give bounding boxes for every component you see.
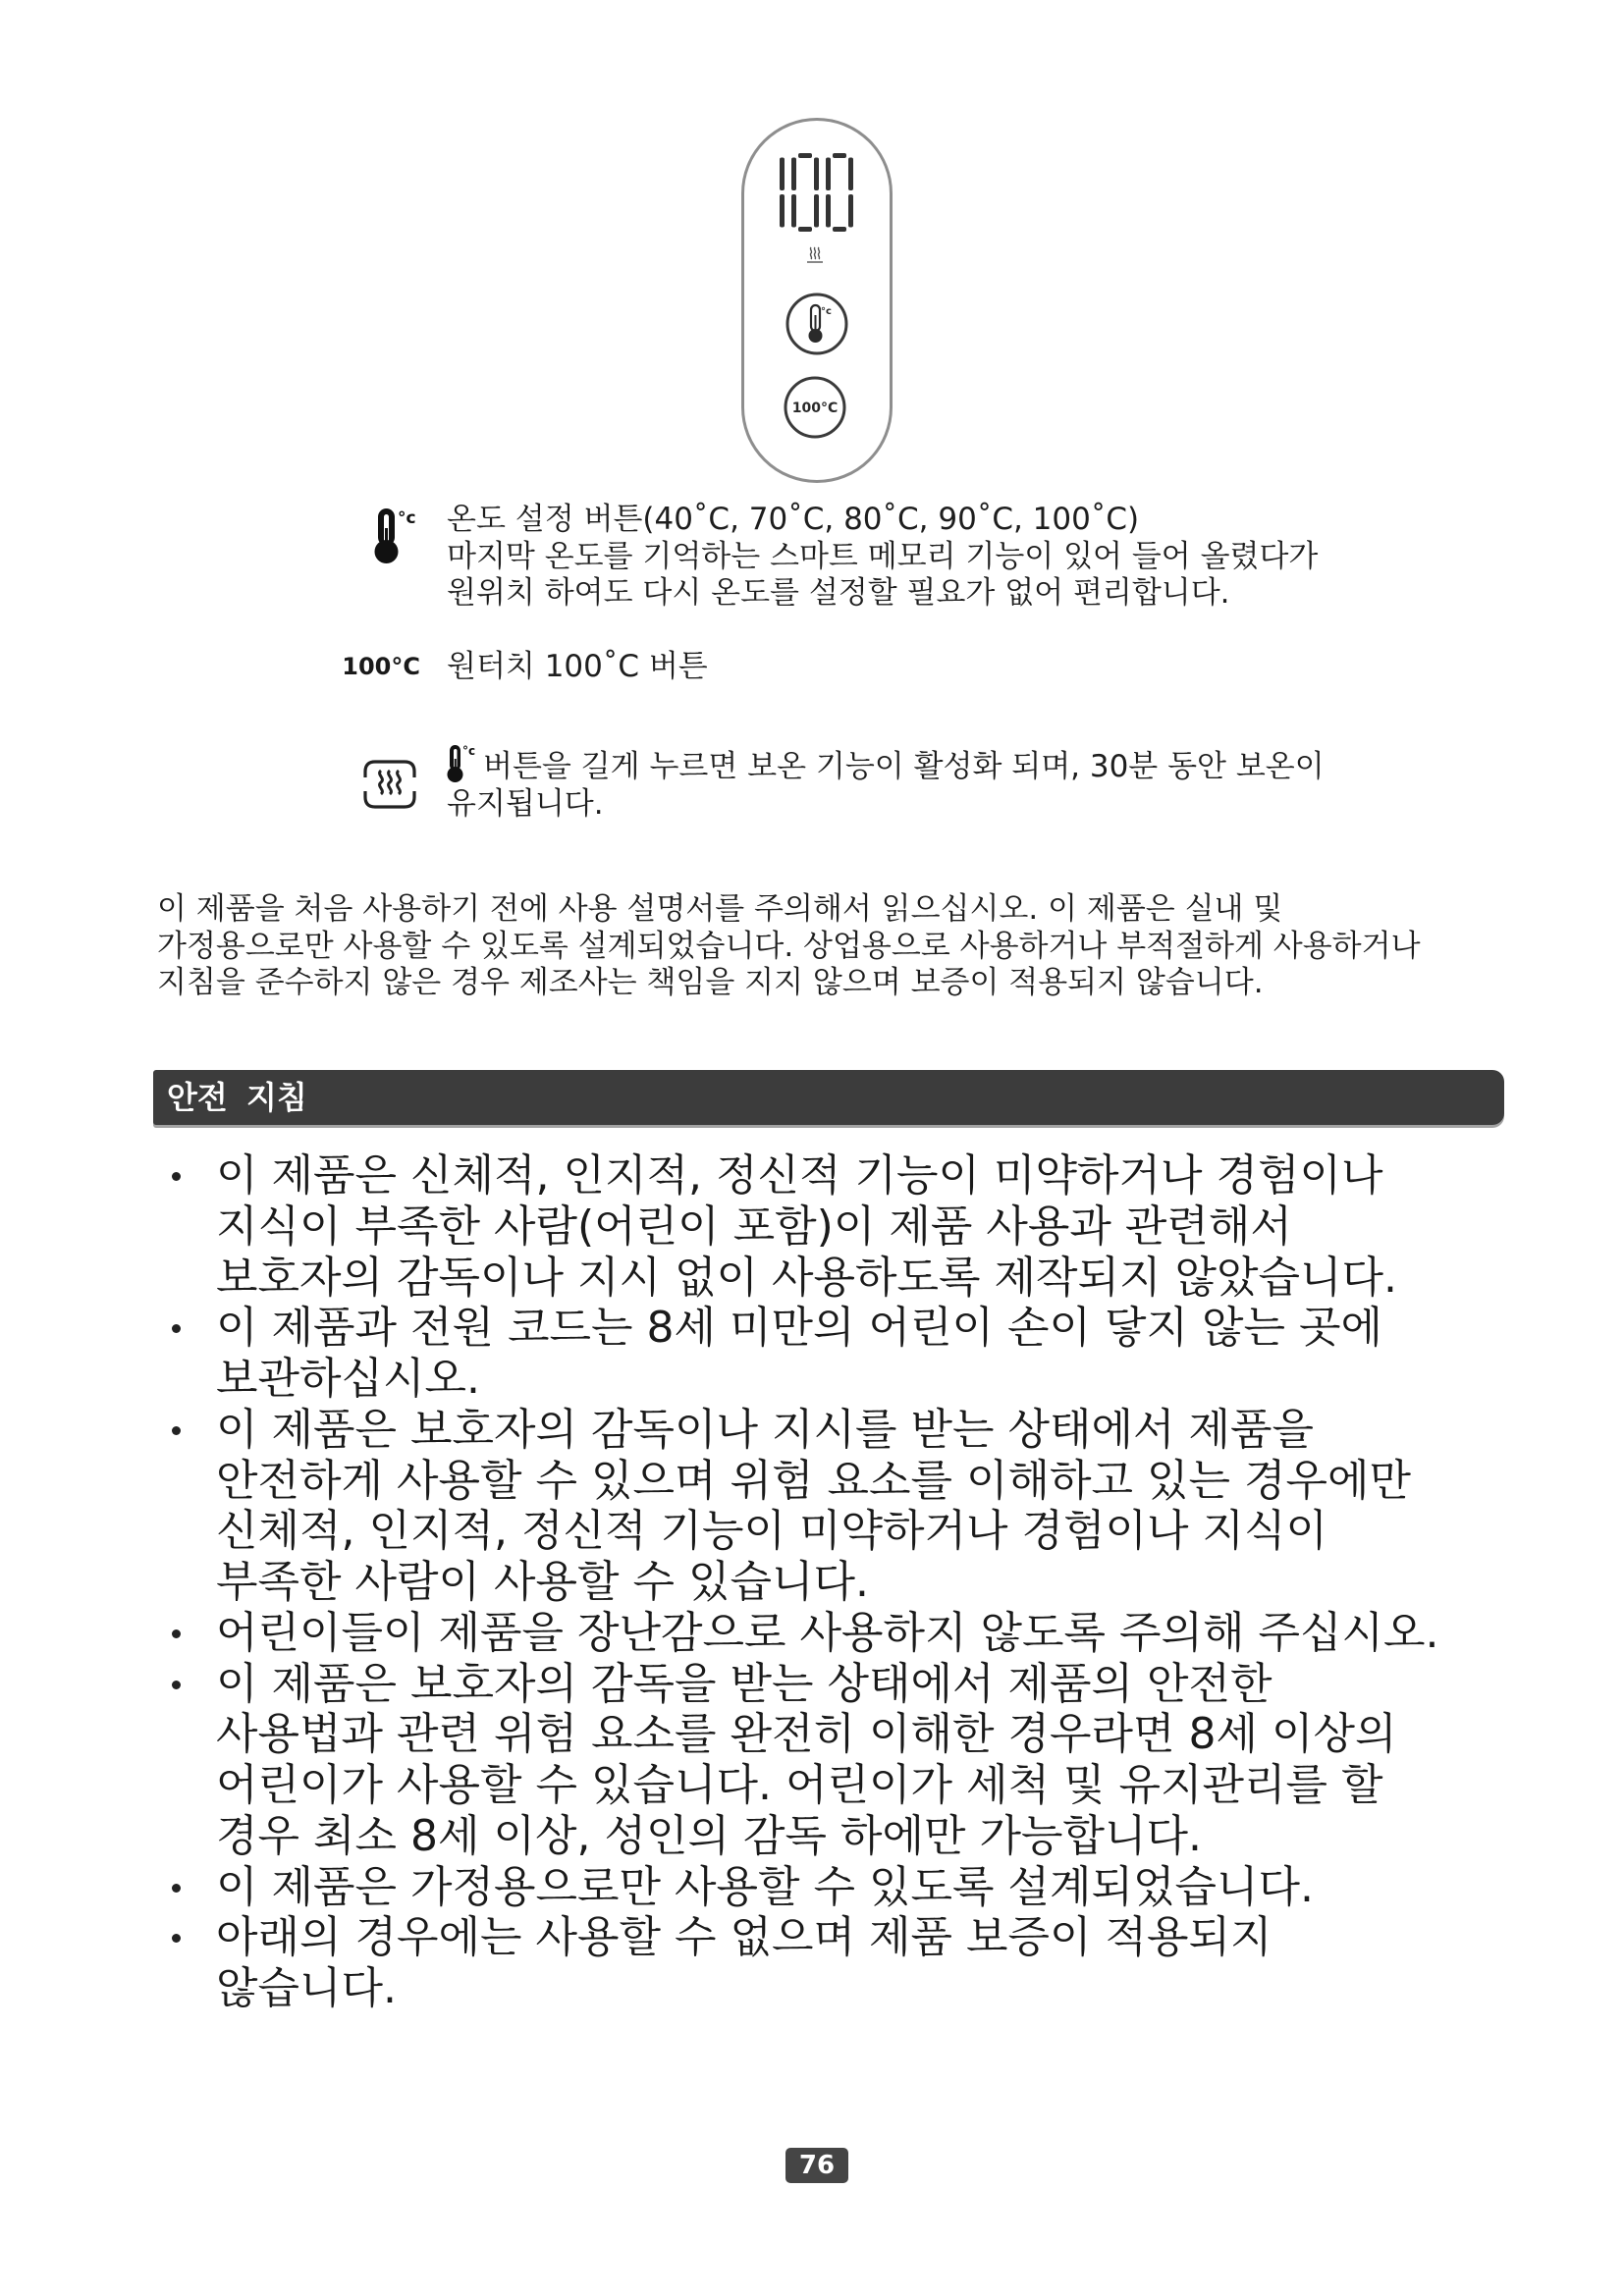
intro-line: 가정용으로만 사용할 수 있도록 설계되었습니다. 상업용으로 사용하거나 부적절하게 사용하거나 <box>157 928 1421 964</box>
list-item <box>0 1608 1624 1659</box>
display-segment <box>814 194 819 228</box>
bullet-dot <box>172 1934 181 1943</box>
display-segment <box>791 194 796 228</box>
bullet-line: 이 제품은 가정용으로만 사용할 수 있도록 설계되었습니다. <box>216 1861 1314 1912</box>
intro-line: 이 제품을 처음 사용하기 전에 사용 설명서를 주의해서 읽으십시오. 이 제품은 실내 및 <box>157 891 1283 927</box>
list-item <box>0 1303 1624 1405</box>
bullet-line: 지식이 부족한 사람(어린이 포함)이 제품 사용과 관련해서 <box>216 1201 1292 1252</box>
list-item <box>0 1150 1624 1303</box>
display-segment <box>833 153 846 158</box>
thermometer-icon <box>446 744 479 783</box>
bullet-dot <box>172 1324 181 1333</box>
section-header-bar <box>153 1070 1504 1125</box>
bullet-line: 이 제품은 신체적, 인지적, 정신적 기능이 미약하거나 경험이나 <box>216 1150 1383 1201</box>
bullet-line: 어린이들이 제품을 장난감으로 사용하지 않도록 주의해 주십시오. <box>216 1607 1439 1658</box>
keep-warm-description-line: 유지됩니다. <box>447 786 604 822</box>
display-segment <box>814 158 819 191</box>
list-item <box>0 1862 1624 1913</box>
keep-warm-description-line: 버튼을 길게 누르면 보온 기능이 활성화 되며, 30분 동안 보온이 <box>483 749 1325 784</box>
description-line: 마지막 온도를 기억하는 스마트 메모리 기능이 있어 들어 올렸다가 <box>447 538 1319 574</box>
bullet-line: 경우 최소 8세 이상, 성인의 감독 하에만 가능합니다. <box>216 1810 1202 1861</box>
temperature-button <box>785 292 849 356</box>
display-segment <box>826 158 831 191</box>
list-item <box>0 1405 1624 1608</box>
bullet-line: 신체적, 인지적, 정신적 기능이 미약하거나 경험이나 지식이 <box>216 1506 1327 1557</box>
list-item <box>0 1659 1624 1862</box>
bullet-line: 않습니다. <box>216 1963 398 2013</box>
keep-warm-indicator-icon <box>805 246 825 264</box>
description-line: 원위치 하여도 다시 온도를 설정할 필요가 없어 편리합니다. <box>447 575 1230 611</box>
temperature-display <box>772 152 854 233</box>
bullet-dot <box>172 1426 181 1435</box>
bullet-dot <box>172 1681 181 1689</box>
bullet-line: 사용법과 관련 위험 요소를 완전히 이해한 경우라면 8세 이상의 <box>216 1709 1397 1760</box>
description-line: 온도 설정 버튼(40˚C, 70˚C, 80˚C, 90˚C, 100˚C) <box>447 502 1140 537</box>
intro-line: 지침을 준수하지 않은 경우 제조사는 책임을 지지 않으며 보증이 적용되지 않습니다. <box>157 965 1264 1000</box>
display-segment <box>780 158 785 191</box>
boil-100-button <box>783 375 847 440</box>
bullet-line: 안전하게 사용할 수 있으며 위험 요소를 이해하고 있는 경우에만 <box>216 1455 1411 1506</box>
list-item <box>0 1912 1624 2014</box>
bullet-line: 부족한 사람이 사용할 수 있습니다. <box>216 1557 869 1607</box>
display-segment <box>780 194 785 228</box>
bullet-line: 아래의 경우에는 사용할 수 없으며 제품 보증이 적용되지 <box>216 1912 1272 1963</box>
display-segment <box>798 227 812 232</box>
bullet-line: 이 제품과 전원 코드는 8세 미만의 어린이 손이 닿지 않는 곳에 <box>216 1303 1382 1354</box>
thermometer-icon-unit: °c <box>398 508 416 528</box>
boil-button-label: 100°C <box>791 400 839 416</box>
temperature-button-unit: °c <box>821 306 832 317</box>
bullet-dot <box>172 1884 181 1893</box>
display-segment <box>833 227 846 232</box>
page-number: 76 <box>785 2148 848 2183</box>
bullet-line: 보호자의 감독이나 지시 없이 사용하도록 제작되지 않았습니다. <box>216 1252 1398 1303</box>
temp-setting-description <box>447 502 1473 613</box>
bullet-line: 어린이가 사용할 수 있습니다. 어린이가 세척 및 유지관리를 할 <box>216 1760 1383 1810</box>
section-title: 안전 지침 <box>167 1079 307 1116</box>
safety-bullet-list <box>0 1150 1624 2014</box>
bullet-line: 이 제품은 보호자의 감독이나 지시를 받는 상태에서 제품을 <box>216 1404 1314 1455</box>
display-segment <box>798 153 812 158</box>
bullet-line: 보관하십시오. <box>216 1354 481 1404</box>
bullet-dot <box>172 1172 181 1181</box>
display-segment <box>791 158 796 191</box>
thermometer-icon-unit: °c <box>462 744 476 758</box>
one-touch-description: 원터치 100˚C 버튼 <box>447 649 708 684</box>
intro-paragraph <box>157 891 1492 1002</box>
bullet-dot <box>172 1629 181 1638</box>
display-segment <box>848 158 853 191</box>
thermometer-icon <box>371 507 422 565</box>
display-segment <box>848 194 853 228</box>
display-segment <box>826 194 831 228</box>
keep-warm-icon <box>359 756 420 813</box>
bullet-line: 이 제품은 보호자의 감독을 받는 상태에서 제품의 안전한 <box>216 1658 1272 1709</box>
boil-button-legend-label: 100°C <box>342 653 420 680</box>
